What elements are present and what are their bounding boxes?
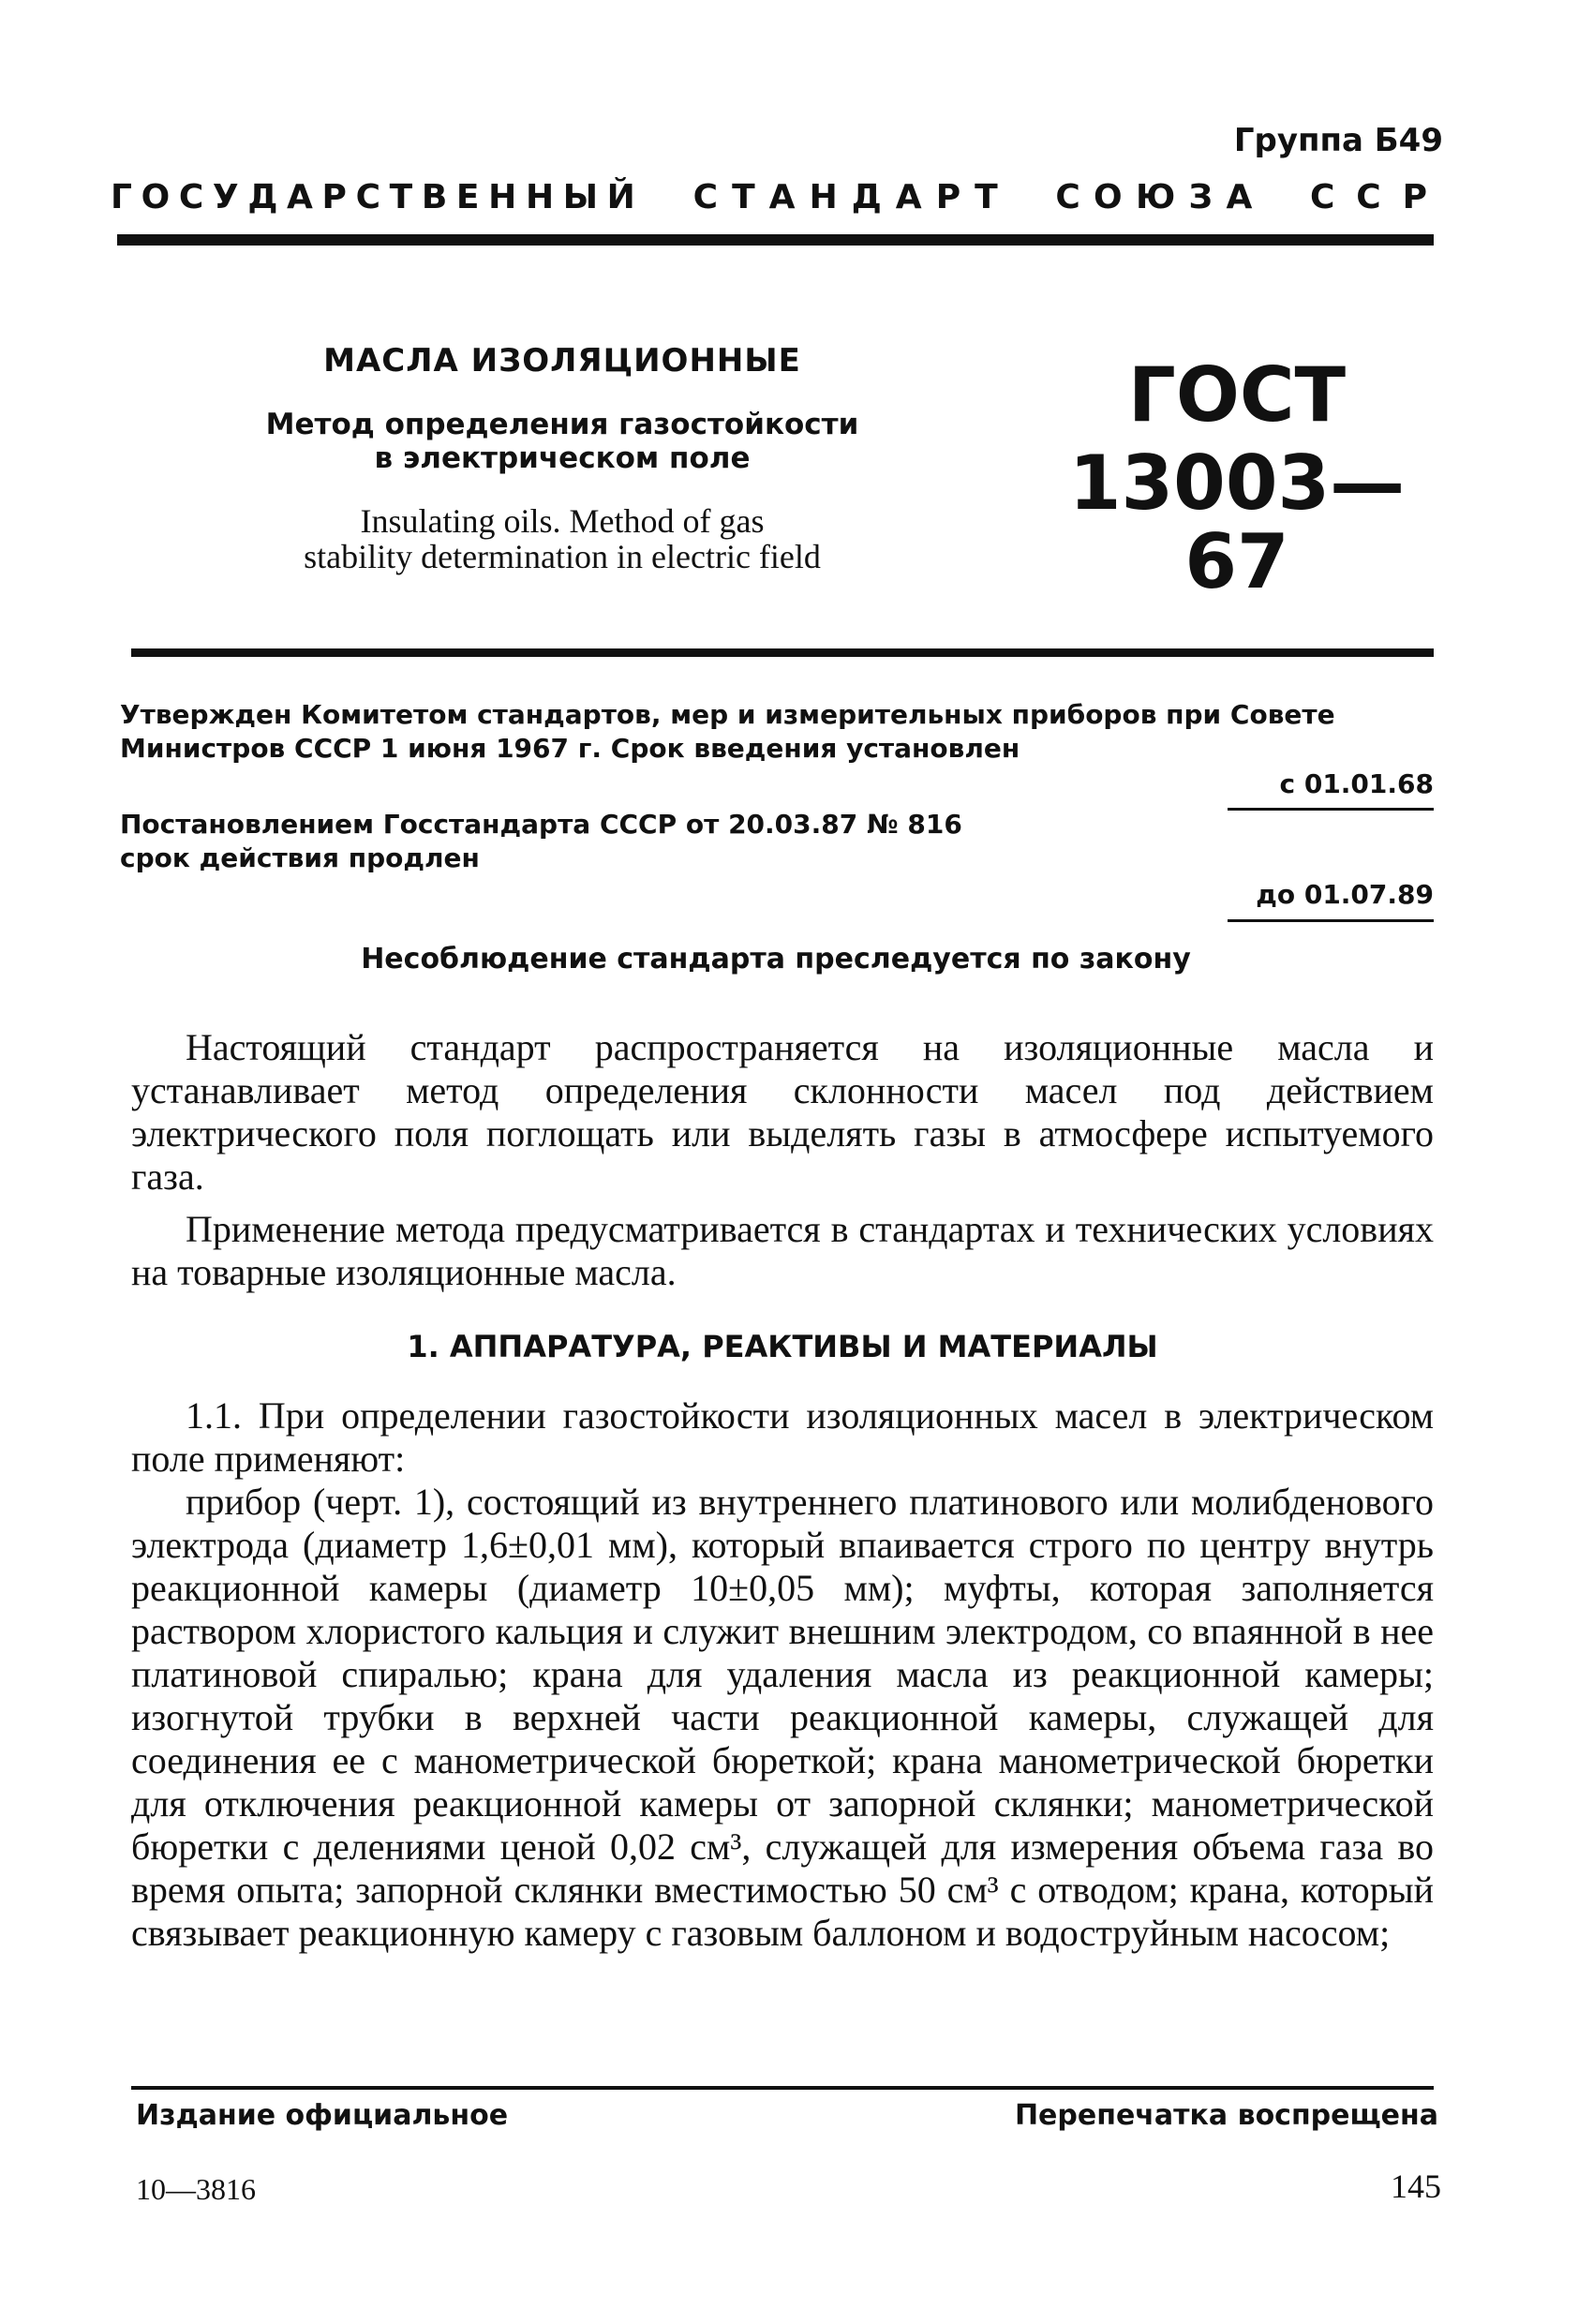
extended-date-underline bbox=[1228, 919, 1434, 922]
intro-text bbox=[131, 1026, 1434, 1294]
subtitle-line-1: Метод определения газостойкости bbox=[265, 408, 859, 441]
title-letter: А bbox=[895, 178, 922, 216]
title-letter: Н bbox=[488, 178, 517, 216]
title-letter: О bbox=[141, 178, 171, 216]
title-letter: Ю bbox=[1135, 178, 1176, 216]
intro-paragraph-1: Настоящий стандарт распространяется на изоляционные масла и устанавливает метод определения склонности масел под действием электрического поля поглощать или выделять газы в атмосфере испытуемого газа. bbox=[131, 1026, 1434, 1198]
title-letter: А bbox=[1226, 178, 1253, 216]
gost-label: ГОСТ bbox=[1127, 351, 1347, 439]
page-number: 145 bbox=[1391, 2168, 1441, 2205]
state-standard-title bbox=[111, 178, 1427, 216]
gost-designation bbox=[1050, 351, 1424, 605]
title-letter: З bbox=[1188, 178, 1213, 216]
title-letter: Н bbox=[809, 178, 838, 216]
approval-statement bbox=[120, 698, 1432, 766]
title-letter: Р bbox=[935, 178, 961, 216]
title-letter: Т bbox=[732, 178, 755, 216]
title-letter: С bbox=[1356, 178, 1381, 216]
decree-line-1: Постановлением Госстандарта СССР от 20.03.87 № 816 bbox=[120, 809, 962, 840]
title-letter: О bbox=[1094, 178, 1123, 216]
title-letter: С bbox=[1055, 178, 1080, 216]
title-block bbox=[253, 342, 871, 574]
extended-date: до 01.07.89 bbox=[1256, 879, 1434, 910]
title-letter: С bbox=[1309, 178, 1335, 216]
english-line-2: stability determination in electric field bbox=[304, 538, 821, 575]
reprint-prohibited-label: Перепечатка воспрещена bbox=[1014, 2099, 1438, 2132]
title-letter: Ы bbox=[562, 178, 599, 216]
title-letter: С bbox=[692, 178, 719, 216]
state-title-word-1 bbox=[111, 178, 635, 216]
effective-date: с 01.01.68 bbox=[1279, 768, 1434, 799]
title-letter: Р bbox=[321, 178, 347, 216]
group-code: Группа Б49 bbox=[1233, 122, 1443, 159]
footer-rule bbox=[131, 2086, 1434, 2090]
print-code: 10—3816 bbox=[136, 2172, 256, 2206]
state-title-word-2 bbox=[693, 178, 998, 216]
title-letter: Й bbox=[606, 178, 635, 216]
title-letter: Д bbox=[247, 178, 278, 216]
section-paragraph-1: 1.1. При определении газостойкости изоляционных масел в электрическом поле применяют: bbox=[131, 1394, 1434, 1480]
title-letter: Р bbox=[1402, 178, 1427, 216]
state-title-word-3 bbox=[1055, 178, 1252, 216]
approval-line-1: Утвержден Комитетом стандартов, мер и измерительных приборов при Совете bbox=[120, 699, 1335, 730]
document-title: МАСЛА ИЗОЛЯЦИОННЫЕ bbox=[323, 342, 801, 380]
subtitle-line-2: в электрическом поле bbox=[374, 441, 751, 475]
gost-number: 13003—67 bbox=[1068, 439, 1406, 605]
title-letter: Д bbox=[851, 178, 882, 216]
intro-paragraph-2: Применение метода предусматривается в стандартах и технических условиях на товарные изоляционные масла. bbox=[131, 1208, 1434, 1293]
state-title-word-4 bbox=[1310, 178, 1427, 216]
section-heading: 1. АППАРАТУРА, РЕАКТИВЫ И МАТЕРИАЛЫ bbox=[407, 1329, 1158, 1364]
official-edition-label: Издание официальное bbox=[136, 2099, 509, 2132]
section-paragraph-2: прибор (черт. 1), состоящий из внутреннего платинового или молибденового электрода (диаметр 1,6±0,01 мм), который впаивается строго по центру внутрь реакционной камеры (диаметр 10±0,05 мм); муфты, которая заполняется раствором хлористого кальция и служит внешним электродом, со впаянной в нее платиновой спиралью; крана для удаления масла из реакционной камеры; изогнутой трубки в верхней части реакционной камеры, служащей для соединения ее с манометрической бюреткой; крана манометрической бюретки для отключения реакционной камеры от запорной склянки; манометрической бюретки с делениями ценой 0,02 см³, служащей для измерения объема газа во время опыта; запорной склянки вместимостью 50 см³ с отводом; крана, который связывает реакционную камеру с газовым баллоном и водоструйным насосом; bbox=[131, 1481, 1434, 1954]
approval-line-2: Министров СССР 1 июня 1967 г. Срок введения установлен bbox=[120, 733, 1020, 764]
header-rule bbox=[117, 234, 1434, 246]
effective-date-underline bbox=[1228, 808, 1434, 811]
title-letter: С bbox=[355, 178, 380, 216]
legal-warning: Несоблюдение стандарта преследуется по закону bbox=[361, 943, 1191, 976]
decree-statement bbox=[120, 808, 1151, 875]
title-letter: В bbox=[421, 178, 448, 216]
title-letter: Е bbox=[455, 178, 480, 216]
title-rule bbox=[131, 648, 1434, 657]
title-letter: У bbox=[212, 178, 239, 216]
english-line-1: Insulating oils. Method of gas bbox=[360, 502, 765, 540]
title-letter: А bbox=[768, 178, 796, 216]
title-letter: С bbox=[178, 178, 204, 216]
title-letter: Г bbox=[111, 178, 132, 216]
section-text bbox=[131, 1394, 1434, 1955]
decree-line-2: срок действия продлен bbox=[120, 842, 480, 873]
title-letter: А bbox=[287, 178, 313, 216]
title-letter: Т bbox=[975, 178, 998, 216]
document-subtitle bbox=[253, 408, 871, 475]
english-title bbox=[253, 503, 871, 574]
title-letter: Т bbox=[389, 178, 413, 216]
title-letter: Н bbox=[525, 178, 555, 216]
